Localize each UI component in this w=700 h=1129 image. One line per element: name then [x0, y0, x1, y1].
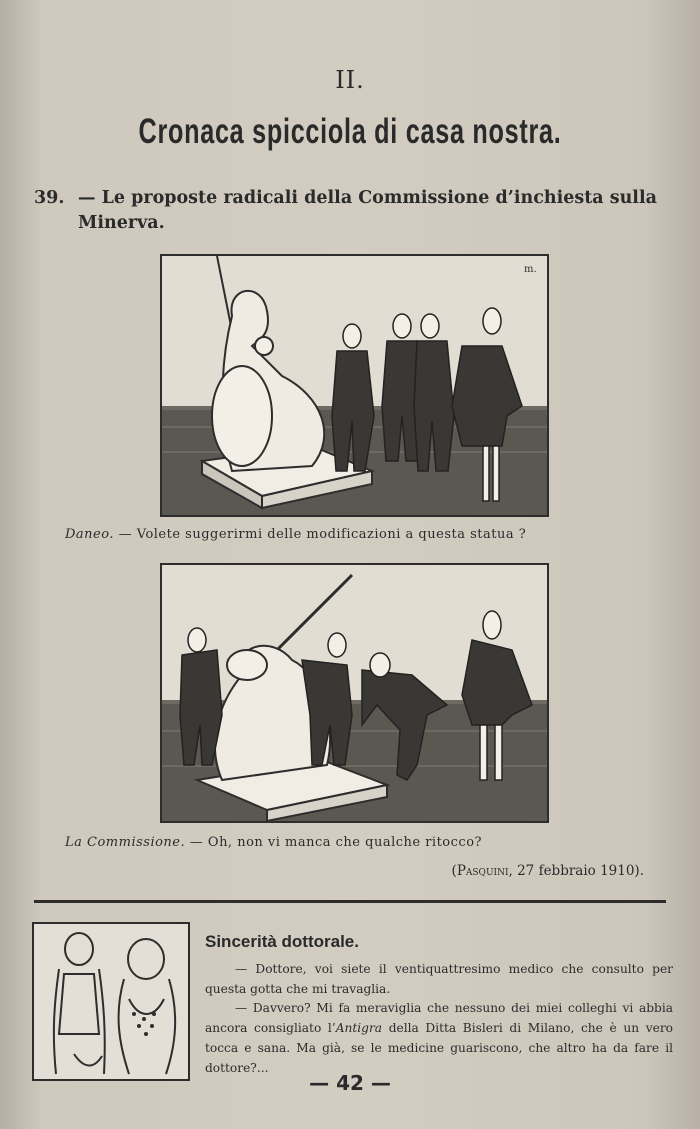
item-text-line2: Minerva.	[78, 213, 165, 233]
section-number: II.	[335, 66, 365, 94]
caption-text: — Oh, non vi manca che qualche ritocco?	[185, 835, 482, 850]
cartoon-signature: m.	[524, 264, 537, 275]
cartoon-statue-minerva	[160, 254, 549, 517]
caption-speaker: La Commissione.	[65, 835, 186, 850]
advertisement-paragraph-1: — Dottore, voi siete il ventiquattresimo medico che consulto per questa gotta che mi travaglia.	[205, 962, 673, 996]
source-date: , 27 febbraio 1910).	[508, 863, 644, 879]
page-number: — 42 —	[309, 1071, 391, 1095]
source-open: (	[451, 863, 457, 879]
advertisement-title: Sincerità dottorale.	[205, 932, 359, 951]
advertisement-illustration	[32, 922, 190, 1081]
item-heading	[34, 186, 674, 236]
source-citation	[452, 863, 644, 879]
caption-speaker: Daneo.	[65, 527, 114, 542]
item-text-line1: — Le proposte radicali della Commissione d’inchiesta sulla	[78, 188, 657, 208]
item-number: 39.	[34, 188, 65, 208]
source-name: Pasquini	[456, 863, 509, 879]
cartoon-statue-minerva-drawing	[162, 256, 547, 515]
cartoon-statue-broken-drawing	[162, 565, 547, 821]
paragraph2-before: — Davvero? Mi fa meraviglia che nessuno dei miei colleghi vi abbia ancora consigliato l’	[205, 1001, 673, 1036]
caption-cartoon1	[65, 527, 526, 542]
divider-rule	[34, 900, 666, 903]
page-title: Cronaca spicciola di casa nostra.	[138, 112, 562, 151]
advertisement-paragraph-2	[205, 999, 673, 1078]
cartoon-statue-broken	[160, 563, 549, 823]
advertisement-text	[205, 960, 673, 1078]
paragraph2-after: della Ditta Bisleri di Milano, che è un vero tocca e sana. Ma già, se le medicine guariscono, che altro ha da fare il dottore?...	[205, 1021, 673, 1075]
caption-cartoon2	[65, 835, 482, 850]
caption-text: — Volete suggerirmi delle modificazioni a questa statua ?	[113, 527, 527, 542]
advertisement-illustration-drawing	[34, 924, 188, 1079]
product-name: Antigra	[335, 1021, 383, 1036]
